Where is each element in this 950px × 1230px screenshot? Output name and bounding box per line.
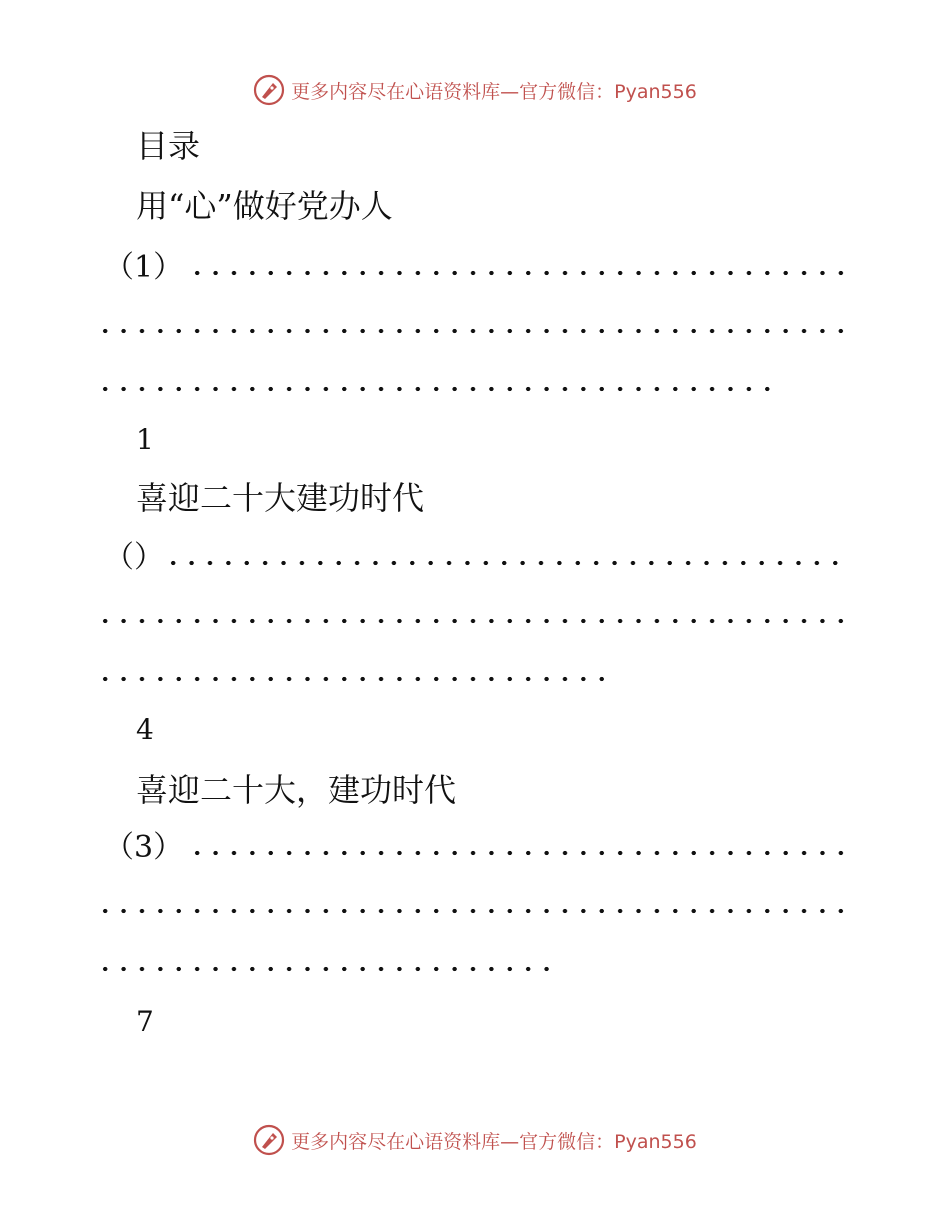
toc-entry-2-leader-dots (164, 560, 844, 566)
toc-entry-3-title: 喜迎二十大，建功时代 (136, 771, 457, 809)
header-watermark-text: 更多内容尽在心语资料库—官方微信：Pyan556 (291, 80, 697, 103)
pen-nib-logo-icon (253, 74, 285, 106)
toc-entry-2-marker: （） (104, 540, 164, 575)
toc-entry-3-leader-dots (96, 908, 844, 914)
footer-watermark-text: 更多内容尽在心语资料库—官方微信：Pyan556 (291, 1130, 697, 1153)
pen-nib-logo-icon (253, 1124, 285, 1156)
toc-entry-3-leader-dots (188, 850, 844, 856)
toc-title: 目录 (136, 127, 201, 165)
toc-entry-1-leader-dots (96, 328, 844, 334)
toc-entry-3-page: 7 (136, 1005, 154, 1038)
footer-watermark-banner (0, 1120, 950, 1160)
toc-entry-1-marker: （1） (104, 250, 184, 285)
toc-entry-3-marker: （3） (104, 830, 184, 865)
toc-entry-1-leader-dots (188, 270, 844, 276)
toc-entry-2-title: 喜迎二十大建功时代 (136, 479, 425, 517)
toc-entry-2-page: 4 (136, 713, 154, 746)
toc-entry-1-page: 1 (136, 423, 154, 456)
toc-entry-3-leader-dots (96, 966, 552, 972)
toc-entry-1-title: 用“心”做好党办人 (136, 187, 393, 225)
header-watermark-banner (0, 70, 950, 110)
toc-entry-2-leader-dots (96, 618, 844, 624)
toc-entry-2-leader-dots (96, 676, 604, 682)
toc-entry-1-leader-dots (96, 386, 776, 392)
